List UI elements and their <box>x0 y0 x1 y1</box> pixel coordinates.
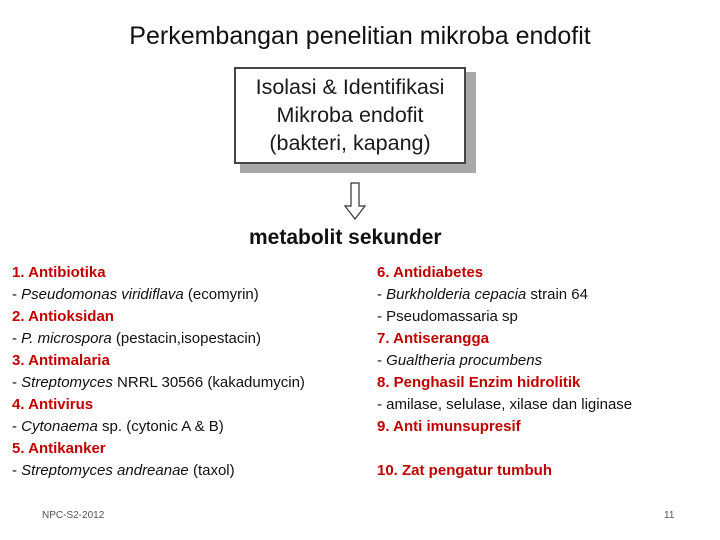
list-heading-antibiotika: 1. Antibiotika <box>12 264 106 281</box>
list-heading-antimalaria: 3. Antimalaria <box>12 352 110 369</box>
list-item: - Pseudomonas viridiflava (ecomyrin) <box>12 286 259 303</box>
list-heading-antioksidan: 2. Antioksidan <box>12 308 114 325</box>
list-item: - Gualtheria procumbens <box>377 352 543 369</box>
down-arrow-icon <box>343 182 367 220</box>
list-item: - Burkholderia cepacia strain 64 <box>377 286 588 303</box>
list-item: - Streptomyces NRRL 30566 (kakadumycin) <box>12 374 305 391</box>
list-heading-imunsupresif: 9. Anti imunsupresif <box>377 418 521 435</box>
page-number: 11 <box>664 510 675 521</box>
list-item: - amilase, selulase, xilase dan liginase <box>377 396 633 413</box>
box-line-2: Mikroba endofit <box>276 103 424 127</box>
metabolite-heading: metabolit sekunder <box>249 226 442 249</box>
list-heading-antiserangga: 7. Antiserangga <box>377 330 489 347</box>
list-heading-antidiabetes: 6. Antidiabetes <box>377 264 484 281</box>
footer-label: NPC-S2-2012 <box>42 510 105 521</box>
list-item: - Cytonaema sp. (cytonic A & B) <box>12 418 224 435</box>
list-heading-antivirus: 4. Antivirus <box>12 396 94 413</box>
list-item: - Pseudomassaria sp <box>377 308 518 325</box>
list-item: - Streptomyces andreanae (taxol) <box>12 462 235 479</box>
list-heading-zat-pengatur: 10. Zat pengatur tumbuh <box>377 462 553 479</box>
slide-title: Perkembangan penelitian mikroba endofit <box>129 22 591 50</box>
box-line-1: Isolasi & Identifikasi <box>255 75 445 99</box>
box-line-3: (bakteri, kapang) <box>269 131 431 155</box>
isolation-box <box>234 67 466 164</box>
list-heading-antikanker: 5. Antikanker <box>12 440 106 457</box>
list-item: - P. microspora (pestacin,isopestacin) <box>12 330 262 347</box>
list-heading-enzim: 8. Penghasil Enzim hidrolitik <box>377 374 581 391</box>
